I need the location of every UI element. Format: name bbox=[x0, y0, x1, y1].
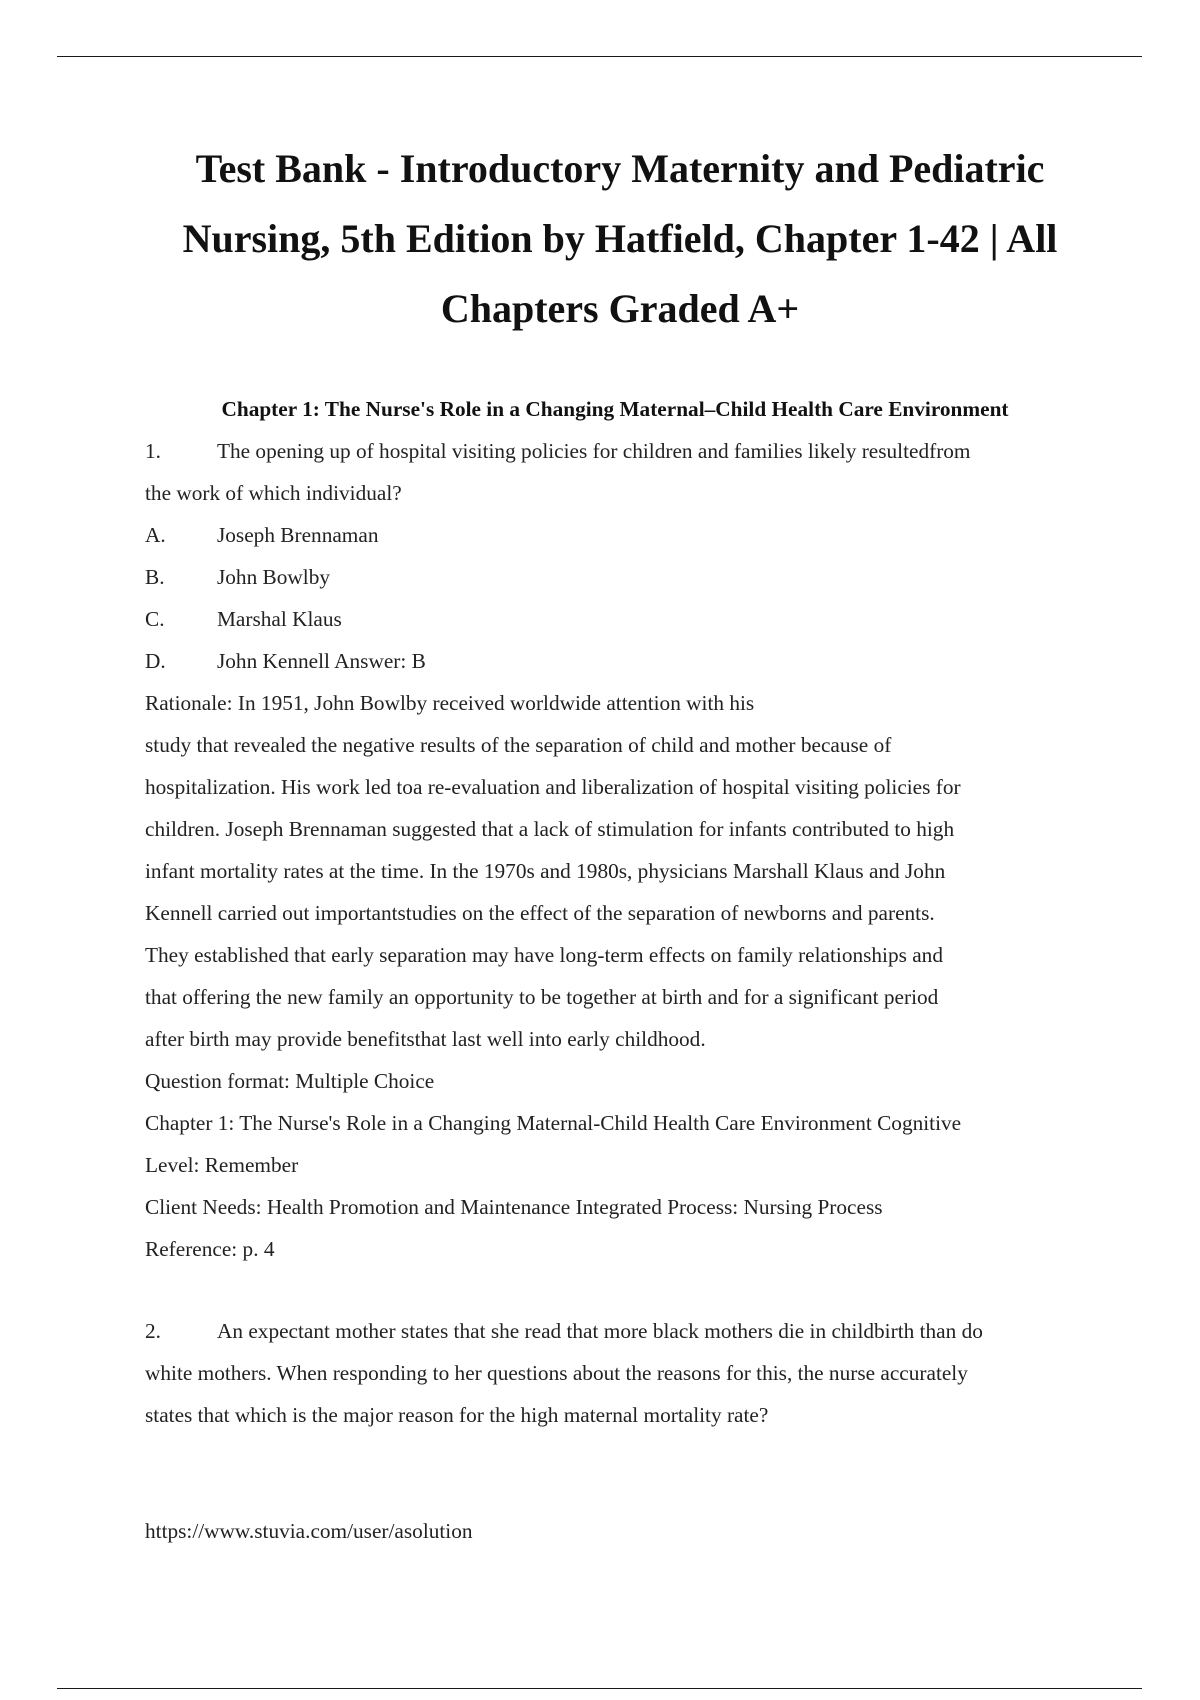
question-number: 1. bbox=[145, 439, 161, 463]
question-1 bbox=[145, 430, 1095, 1270]
title-line-2: Nursing, 5th Edition by Hatfield, Chapter 1-42 | All bbox=[182, 216, 1058, 261]
option-letter: B. bbox=[145, 565, 165, 589]
rationale-line: Rationale: In 1951, John Bowlby received worldwide attention with his bbox=[145, 691, 755, 715]
question-text-continued: states that which is the major reason for the high maternal mortality rate? bbox=[145, 1403, 769, 1427]
reference: Reference: p. 4 bbox=[145, 1237, 275, 1261]
question-number: 2. bbox=[145, 1319, 161, 1343]
client-needs: Client Needs: Health Promotion and Maintenance Integrated Process: Nursing Process bbox=[145, 1195, 883, 1219]
document-body bbox=[145, 388, 1095, 1552]
answer-option-c bbox=[145, 598, 1095, 640]
rationale-line: hospitalization. His work led toa re-evaluation and liberalization of hospital visiting policies for bbox=[145, 775, 961, 799]
rationale-line: that offering the new family an opportunity to be together at birth and for a significant period bbox=[145, 985, 939, 1009]
question-text-continued: white mothers. When responding to her questions about the reasons for this, the nurse accurately bbox=[145, 1361, 968, 1385]
cognitive-level: Level: Remember bbox=[145, 1153, 299, 1177]
rationale-line: study that revealed the negative results of the separation of child and mother because of bbox=[145, 733, 892, 757]
rationale-line: They established that early separation may have long-term effects on family relationships and bbox=[145, 943, 943, 967]
bottom-rule bbox=[57, 1688, 1142, 1689]
option-text: Marshal Klaus bbox=[217, 607, 342, 631]
option-letter: D. bbox=[145, 649, 166, 673]
question-metadata bbox=[145, 1060, 1095, 1270]
question-2-stem bbox=[145, 1310, 1095, 1352]
page-title bbox=[120, 134, 1120, 344]
question-text: An expectant mother states that she read that more black mothers die in childbirth than do bbox=[217, 1319, 983, 1343]
chapter-heading: Chapter 1: The Nurse's Role in a Changing Maternal–Child Health Care Environment bbox=[221, 397, 1009, 421]
rationale-line: infant mortality rates at the time. In the 1970s and 1980s, physicians Marshall Klaus and John bbox=[145, 859, 946, 883]
chapter-cognitive-level: Chapter 1: The Nurse's Role in a Changing Maternal-Child Health Care Environment Cognitive bbox=[145, 1111, 962, 1135]
option-text: John Bowlby bbox=[217, 565, 331, 589]
question-2 bbox=[145, 1310, 1095, 1436]
spacer bbox=[145, 1436, 1095, 1510]
question-text-continued: the work of which individual? bbox=[145, 481, 402, 505]
option-text: John Kennell Answer: B bbox=[217, 649, 426, 673]
question-format: Question format: Multiple Choice bbox=[145, 1069, 435, 1093]
question-text: The opening up of hospital visiting policies for children and families likely resultedfrom bbox=[217, 439, 971, 463]
rationale-line: after birth may provide benefitsthat last well into early childhood. bbox=[145, 1027, 706, 1051]
title-line-3: Chapters Graded A+ bbox=[440, 286, 800, 331]
option-letter: A. bbox=[145, 523, 166, 547]
answer-option-d bbox=[145, 640, 1095, 682]
question-1-stem bbox=[145, 430, 1095, 472]
option-letter: C. bbox=[145, 607, 165, 631]
spacer bbox=[145, 1270, 1095, 1310]
option-text: Joseph Brennaman bbox=[217, 523, 379, 547]
rationale bbox=[145, 682, 1095, 1060]
rationale-line: Kennell carried out importantstudies on the effect of the separation of newborns and parents. bbox=[145, 901, 935, 925]
top-rule bbox=[57, 56, 1142, 57]
title-line-1: Test Bank - Introductory Maternity and Pediatric bbox=[195, 146, 1045, 191]
rationale-line: children. Joseph Brennaman suggested that a lack of stimulation for infants contributed to high bbox=[145, 817, 955, 841]
answer-option-a bbox=[145, 514, 1095, 556]
footer-url[interactable]: https://www.stuvia.com/user/asolution bbox=[145, 1519, 473, 1543]
answer-option-b bbox=[145, 556, 1095, 598]
